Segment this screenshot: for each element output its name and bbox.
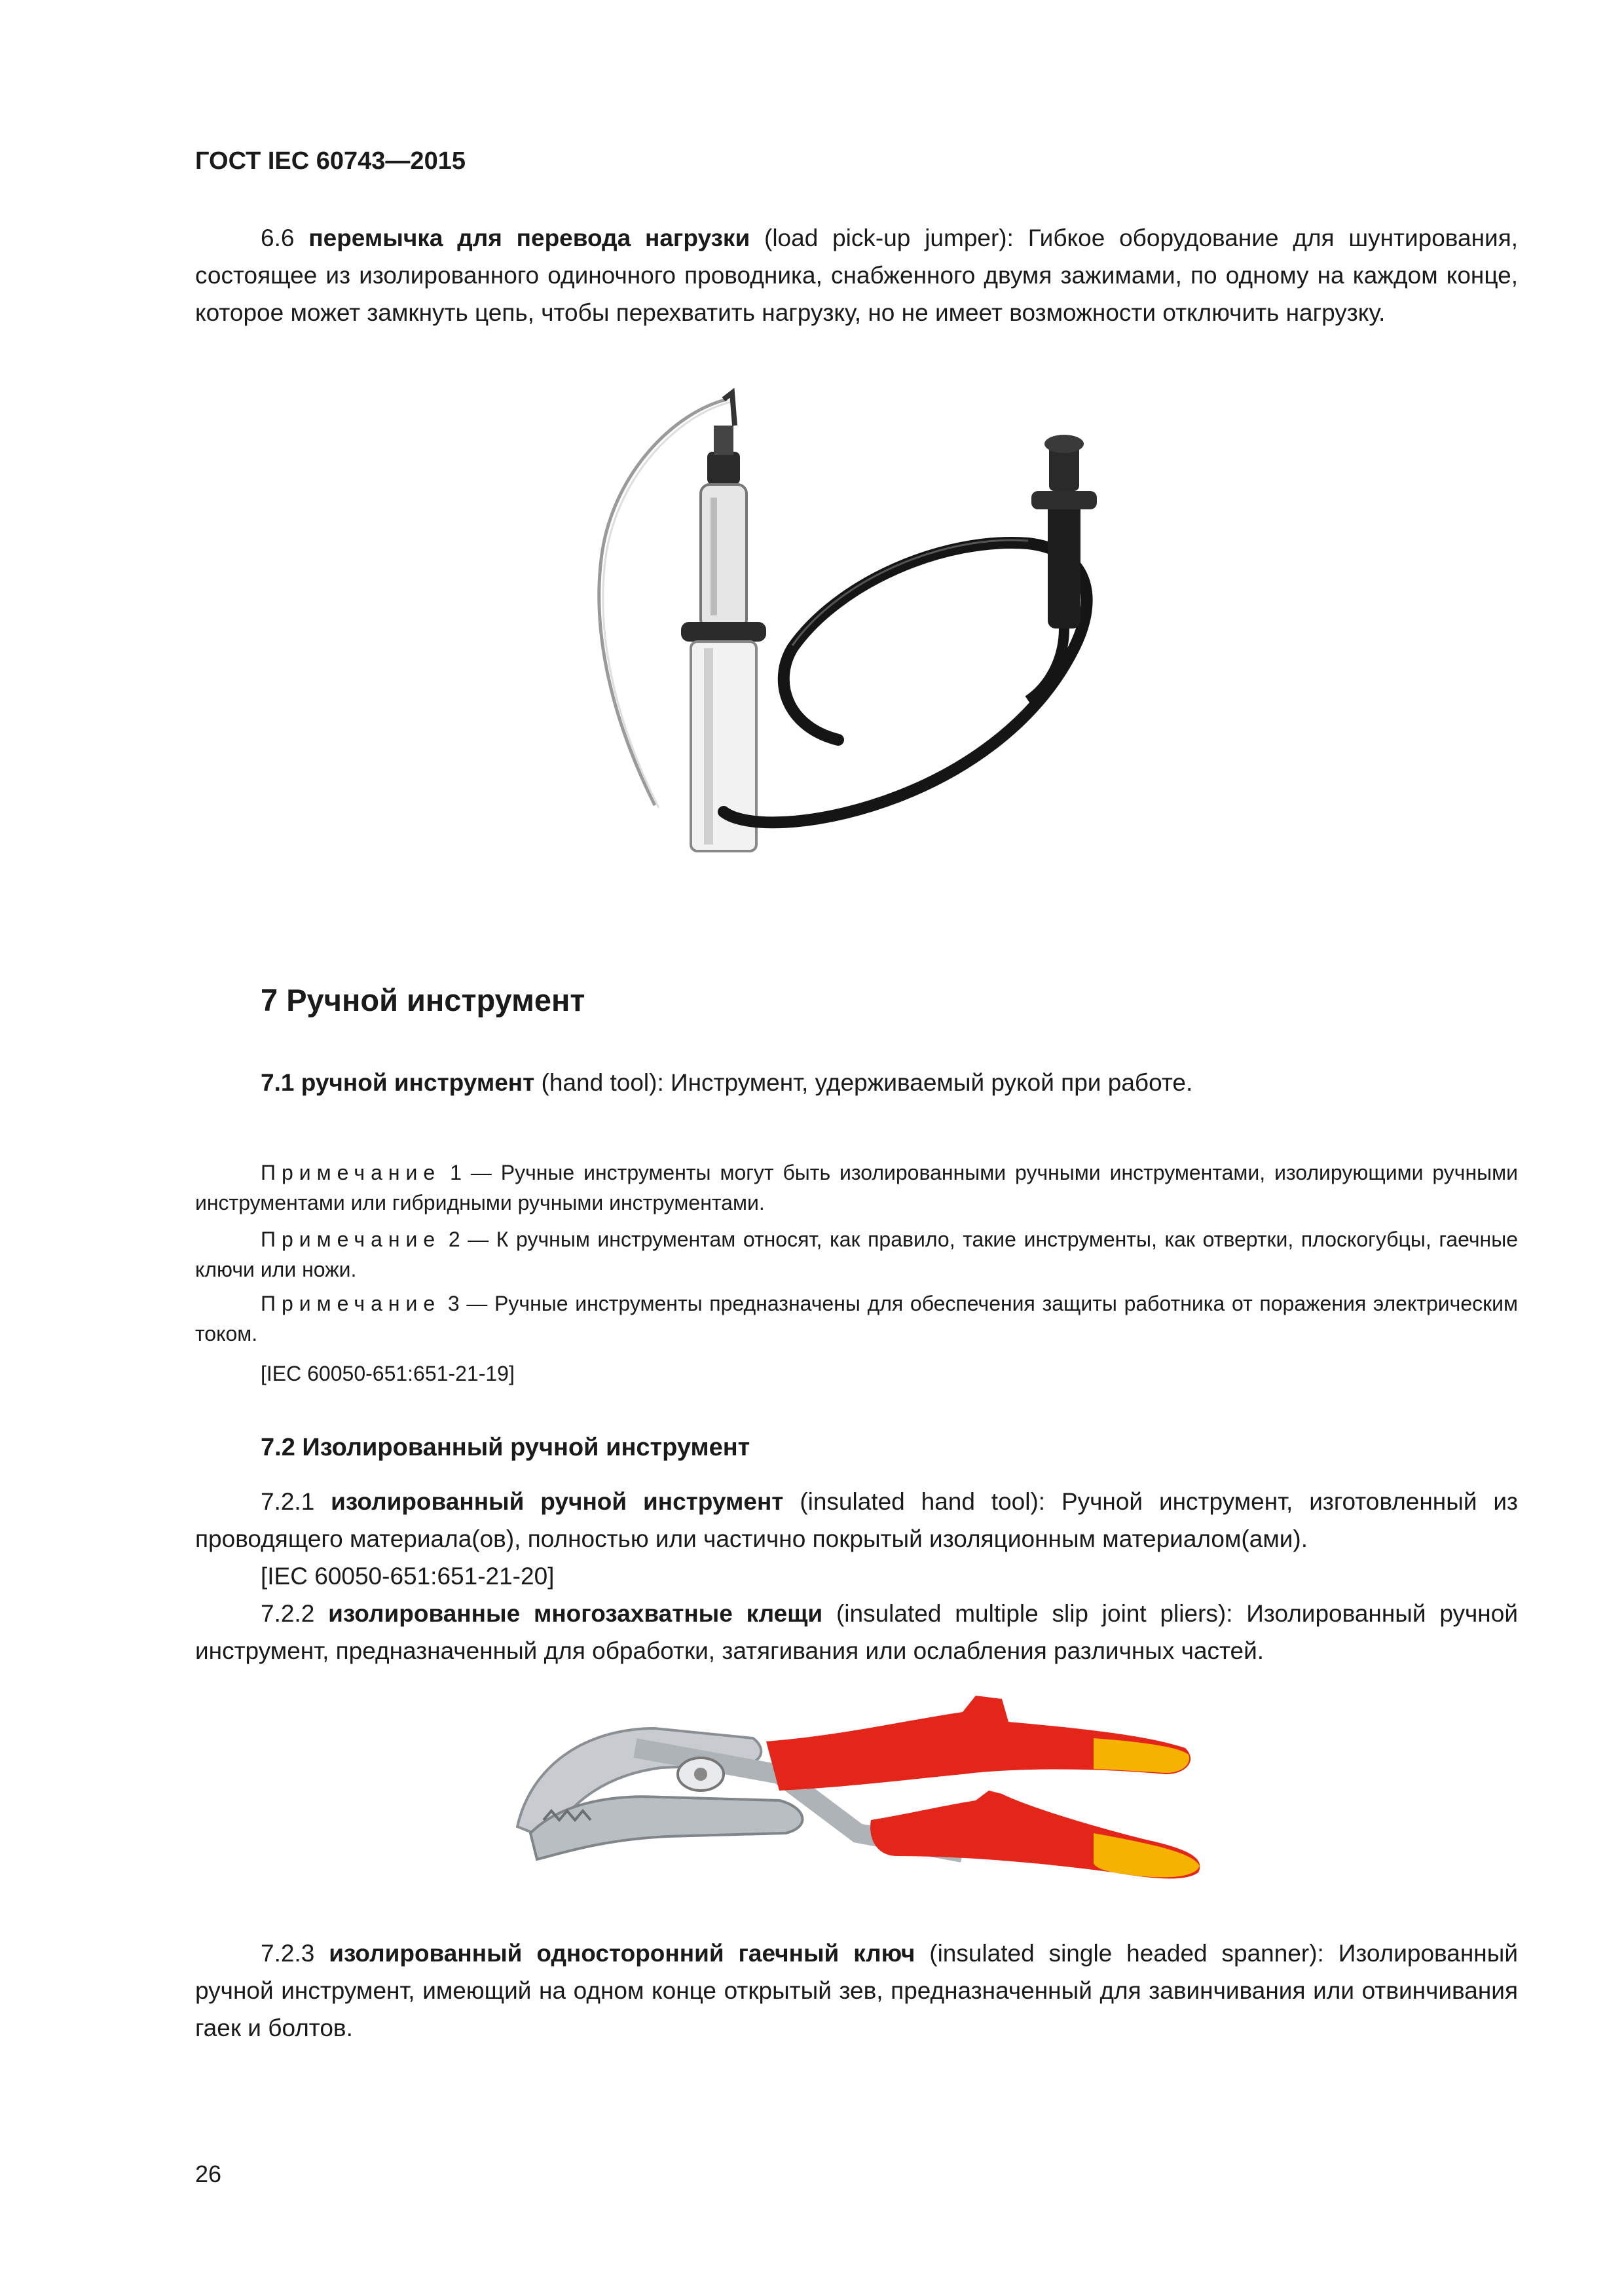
clause-number: 6.6 [261,225,309,251]
note-1 [195,1157,1518,1218]
note-label: Примечание [261,1228,441,1251]
note-3 [195,1288,1518,1349]
clause-number: 7.2.1 [261,1488,331,1515]
load-pickup-jumper-image [576,386,1133,858]
note-label: Примечание [261,1292,441,1315]
term: изолированный ручной инструмент [331,1488,784,1515]
term: 7.1 ручной инструмент [261,1069,535,1096]
clause-number: 7.2.3 [261,1940,329,1967]
clause-6-6 [195,219,1518,331]
document-header: ГОСТ IEC 60743—2015 [195,147,466,175]
term: изолированный односторонний гаечный ключ [329,1940,915,1967]
definition: (insulated hand tool): Ручной инструмент, изготовленный из проводящего материала(ов), полностью или частично покрытый изоляционным материалом(ами). [195,1488,1518,1552]
note-text: 2 — К ручным инструментам относят, как правило, такие инструменты, как отвертки, плоскогубцы, гаечные ключи или ножи. [195,1228,1518,1281]
insulated-pliers-image [504,1676,1218,1886]
page-number: 26 [195,2160,222,2187]
term: изолированные многозахватные клещи [328,1600,823,1627]
clause-7-1 [261,1064,1518,1101]
section-7-title: 7 Ручной инструмент [261,983,585,1017]
definition: (insulated single headed spanner): Изолированный ручной инструмент, имеющий на одном конце открытый зев, предназначенный для завинчивания или отвинчивания гаек и болтов. [195,1940,1519,2041]
clause-number: 7.2.2 [261,1600,329,1627]
clause-7-2-3 [195,1935,1518,2047]
section-7-2-title: 7.2 Изолированный ручной инструмент [261,1434,750,1461]
term: перемычка для перевода нагрузки [308,225,750,251]
definition: (insulated multiple slip joint pliers): Изолированный ручной инструмент, предназначенный для обработки, затягивания или ослабления различных частей. [195,1600,1518,1664]
definition: (hand tool): Инструмент, удерживаемый рукой при работе. [534,1069,1193,1096]
note-text: 1 — Ручные инструменты могут быть изолированными ручными инструментами, изолирующими ручными инструментами или гибридными ручными инструментами. [195,1161,1518,1214]
note-2 [195,1224,1518,1285]
definition: (load pick-up jumper): Гибкое оборудование для шунтирования, состоящее из изолированного одиночного проводника, снабженного двумя зажимами, по одному на каждом конце, которое может замкнуть цепь, чтобы перехватить нагрузку, но не имеет возможности отключить нагрузку. [195,225,1519,326]
reference-7-2-1: [IEC 60050-651:651-21-20] [261,1563,555,1590]
reference-7-1: [IEC 60050-651:651-21-19] [261,1362,515,1385]
clause-7-2-1 [195,1483,1518,1558]
note-text: 3 — Ручные инструменты предназначены для обеспечения защиты работника от поражения электрическим током. [195,1292,1518,1345]
clause-7-2-2 [195,1595,1518,1669]
note-label: Примечание [261,1161,441,1184]
